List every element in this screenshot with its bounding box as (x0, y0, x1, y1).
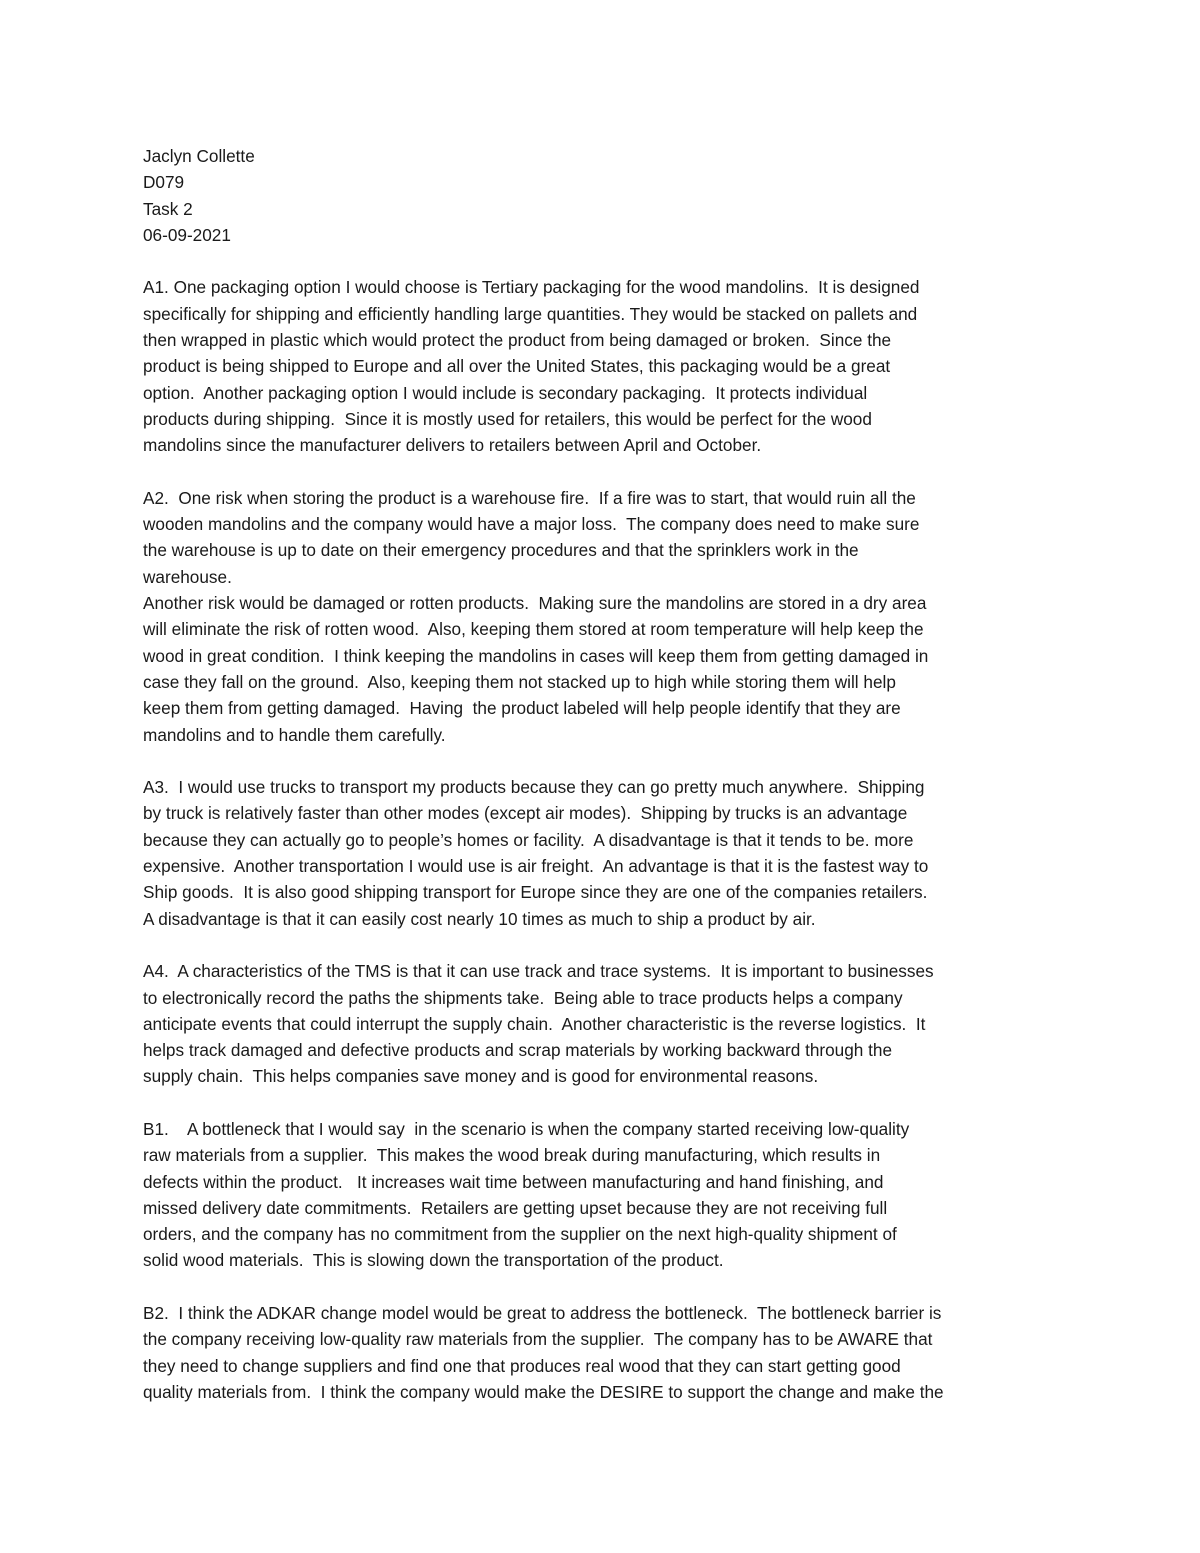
text-line: helps track damaged and defective products and scrap materials by working backward through the (143, 1040, 893, 1061)
text-line: anticipate events that could interrupt the supply chain. Another characteristic is the reverse logistics. It (143, 1013, 926, 1034)
text-line: specifically for shipping and efficiently handling large quantities. They would be stacked on pallets and (143, 303, 918, 324)
course-code: D079 (143, 172, 185, 193)
task-label: Task 2 (143, 198, 193, 219)
paragraph-b1 (143, 1116, 1063, 1274)
text-line: they need to change suppliers and find one that produces real wood that they can start getting good (143, 1355, 901, 1376)
text-line: mandolins since the manufacturer delivers to retailers between April and October. (143, 435, 762, 456)
text-line: by truck is relatively faster than other modes (except air modes). Shipping by trucks is an advantage (143, 803, 908, 824)
text-line: option. Another packaging option I would include is secondary packaging. It protects individual (143, 382, 868, 403)
text-line: expensive. Another transportation I would use is air freight. An advantage is that it is the fastest way to (143, 856, 929, 877)
text-line: keep them from getting damaged. Having the product labeled will help people identify that they are (143, 698, 901, 719)
author-name: Jaclyn Collette (143, 146, 255, 166)
text-line: A2. One risk when storing the product is a warehouse fire. If a fire was to start, that would ruin all the (143, 487, 916, 508)
text-line: A3. I would use trucks to transport my products because they can go pretty much anywhere. Shipping (143, 777, 925, 798)
text-line: Another risk would be damaged or rotten products. Making sure the mandolins are stored in a dry area (143, 593, 927, 614)
text-line: quality materials from. I think the company would make the DESIRE to support the change and make the (143, 1381, 944, 1402)
text-line: Ship goods. It is also good shipping transport for Europe since they are one of the companies retailers. (143, 882, 928, 903)
text-line: wood in great condition. I think keeping the mandolins in cases will keep them from getting damaged in (143, 645, 929, 666)
text-line: raw materials from a supplier. This makes the wood break during manufacturing, which results in (143, 1145, 881, 1166)
text-line: will eliminate the risk of rotten wood. Also, keeping them stored at room temperature will help keep the (143, 619, 924, 640)
text-line: product is being shipped to Europe and all over the United States, this packaging would be a great (143, 356, 891, 377)
paragraph-a3 (143, 774, 1063, 932)
text-line: because they can actually go to people’s homes or facility. A disadvantage is that it tends to be. more (143, 829, 914, 850)
text-line: B1. A bottleneck that I would say in the scenario is when the company started receiving low-quality (143, 1118, 910, 1139)
text-line: solid wood materials. This is slowing down the transportation of the product. (143, 1250, 724, 1271)
document-header (143, 143, 1063, 248)
paragraph-a4 (143, 958, 1063, 1089)
text-line: the company receiving low-quality raw materials from the supplier. The company has to be AWARE that (143, 1329, 933, 1350)
text-line: the warehouse is up to date on their emergency procedures and that the sprinklers work in the (143, 540, 859, 561)
text-line: then wrapped in plastic which would protect the product from being damaged or broken. Since the (143, 330, 892, 351)
text-line: B2. I think the ADKAR change model would be great to address the bottleneck. The bottleneck barrier is (143, 1303, 942, 1324)
paragraph-b2 (143, 1300, 1063, 1405)
text-line: to electronically record the paths the shipments take. Being able to trace products helps a company (143, 987, 903, 1008)
paragraph-a1 (143, 274, 1063, 458)
document-date: 06-09-2021 (143, 224, 231, 245)
text-line: A disadvantage is that it can easily cost nearly 10 times as much to ship a product by air. (143, 908, 816, 929)
text-line: orders, and the company has no commitment from the supplier on the next high-quality shipment of (143, 1224, 897, 1245)
text-line: defects within the product. It increases wait time between manufacturing and hand finishing, and (143, 1171, 884, 1192)
text-line: warehouse. (143, 566, 232, 587)
text-line: products during shipping. Since it is mostly used for retailers, this would be perfect for the wood (143, 408, 872, 429)
text-line: case they fall on the ground. Also, keeping them not stacked up to high while storing them will help (143, 671, 896, 692)
text-line: missed delivery date commitments. Retailers are getting upset because they are not receiving full (143, 1197, 888, 1218)
document-page (143, 143, 1063, 1405)
text-line: A1. One packaging option I would choose is Tertiary packaging for the wood mandolins. It is designed (143, 277, 920, 298)
paragraph-a2-part2 (143, 590, 1063, 748)
paragraph-a2-part1 (143, 485, 1063, 590)
text-line: wooden mandolins and the company would have a major loss. The company does need to make sure (143, 514, 920, 535)
text-line: A4. A characteristics of the TMS is that it can use track and trace systems. It is important to businesses (143, 961, 934, 982)
text-line: supply chain. This helps companies save money and is good for environmental reasons. (143, 1066, 819, 1087)
text-line: mandolins and to handle them carefully. (143, 724, 446, 745)
